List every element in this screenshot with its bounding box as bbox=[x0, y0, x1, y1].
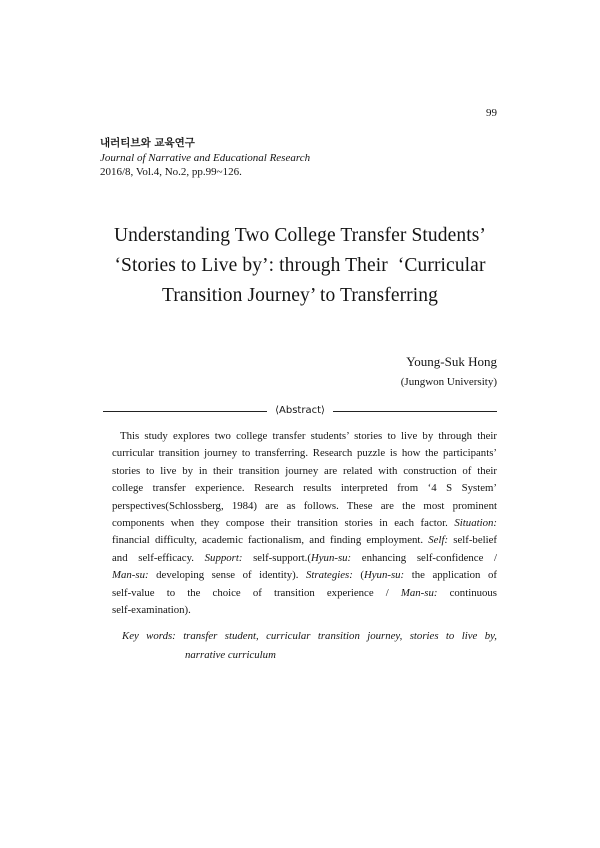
abstract-text: developing sense of identity). bbox=[148, 569, 307, 582]
abstract-line bbox=[112, 567, 497, 584]
divider-rule-right bbox=[333, 411, 497, 412]
abstract-text: ( bbox=[352, 569, 364, 582]
keywords-label: Key words: bbox=[122, 630, 176, 642]
title-line: ‘Stories to Live by’: through Their ‘Curricular bbox=[114, 255, 486, 276]
abstract-line bbox=[112, 428, 497, 445]
abstract-line bbox=[112, 602, 497, 619]
abstract-line bbox=[112, 532, 497, 549]
abstract-emphasis-text: Man-su: bbox=[400, 586, 438, 599]
abstract-emphasis-text: Hyun-su: bbox=[363, 569, 405, 582]
journal-issue-info: 2016/8, Vol.4, No.2, pp.99~126. bbox=[100, 166, 242, 178]
abstract-text: the application of bbox=[404, 569, 497, 582]
abstract-emphasis-text: Man-su: bbox=[112, 569, 149, 582]
abstract-text: college transfer experience. Research results interpreted from ‘4 S System’ bbox=[112, 482, 497, 495]
author-affiliation: (Jungwon University) bbox=[400, 376, 497, 388]
journal-english-title: Journal of Narrative and Educational Research bbox=[100, 152, 311, 164]
abstract-line bbox=[112, 463, 497, 480]
title-line: Understanding Two College Transfer Students’ bbox=[113, 225, 487, 246]
keywords-text: transfer student, curricular transition journey, stories to live by, bbox=[183, 630, 497, 642]
abstract-text: and self-efficacy. bbox=[112, 551, 205, 564]
paper-title bbox=[100, 221, 500, 311]
abstract-emphasis-text: Strategies: bbox=[306, 569, 353, 582]
abstract-line bbox=[112, 498, 497, 515]
abstract-emphasis-text: Support: bbox=[204, 551, 243, 564]
abstract-heading: ⟨Abstract⟩ bbox=[275, 405, 325, 416]
journal-korean-title: 내러티브와 교육연구 bbox=[100, 137, 195, 149]
abstract-line bbox=[112, 480, 497, 497]
page-number: 99 bbox=[486, 107, 497, 119]
author-name: Young-Suk Hong bbox=[406, 354, 497, 369]
abstract-body bbox=[112, 428, 497, 619]
keywords-line bbox=[122, 627, 497, 646]
abstract-text: stories to live by in their transition journey are related with construction of their bbox=[112, 464, 497, 477]
abstract-emphasis-text: Hyun-su: bbox=[310, 551, 352, 564]
abstract-text: self-examination). bbox=[112, 604, 191, 617]
abstract-text: curricular transition journey to transferring. Research puzzle is how the participants’ bbox=[112, 447, 497, 460]
abstract-line bbox=[112, 445, 497, 462]
abstract-text: self-value to the choice of transition experience / bbox=[112, 586, 401, 599]
abstract-emphasis-text: Self: bbox=[428, 534, 449, 547]
abstract-text: This study explores two college transfer students’ stories to live by through their bbox=[120, 430, 497, 442]
keywords-line: narrative curriculum bbox=[185, 649, 276, 661]
abstract-text: perspectives(Schlossberg, 1984) are as follows. These are the most prominent bbox=[112, 499, 497, 512]
abstract-line bbox=[112, 515, 497, 532]
abstract-text: financial difficulty, academic factionalism, and finding employment. bbox=[112, 534, 429, 547]
abstract-text: self-belief bbox=[448, 534, 498, 547]
keywords-block bbox=[122, 627, 497, 665]
abstract-text: enhancing self-confidence / bbox=[351, 551, 498, 564]
abstract-line bbox=[112, 550, 497, 567]
abstract-line bbox=[112, 585, 497, 602]
divider-rule-left bbox=[103, 411, 267, 412]
abstract-divider bbox=[103, 404, 497, 418]
abstract-text: components when they compose their transition stories in each factor. bbox=[112, 517, 455, 530]
abstract-text: self-support.( bbox=[242, 551, 311, 564]
abstract-emphasis-text: Situation: bbox=[454, 517, 497, 530]
abstract-text: continuous bbox=[437, 586, 497, 599]
title-line: Transition Journey’ to Transferring bbox=[162, 285, 438, 306]
